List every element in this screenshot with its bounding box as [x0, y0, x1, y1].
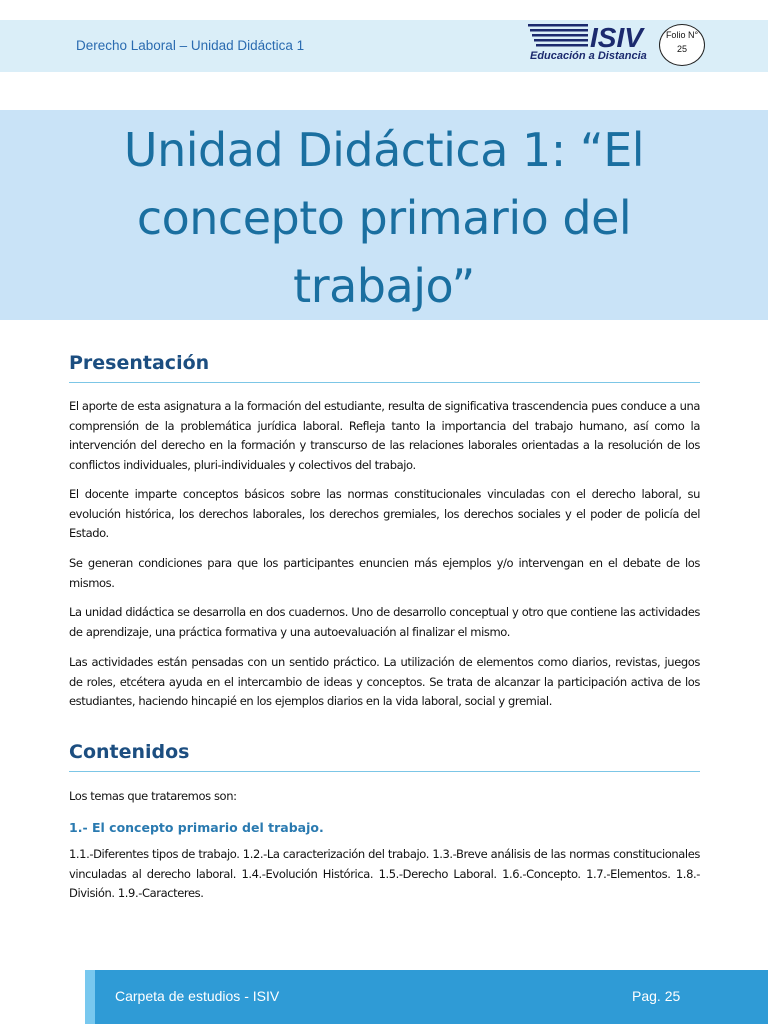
paragraph: El aporte de esta asignatura a la formación del estudiante, resulta de significativa trascendencia pues conduce a una comprensión de la problemática jurídica laboral. Refleja tanto la importancia del trabajo humano, así como la intervención del derecho en la formación y transcurso de las relaciones laborales orientadas a la resolución de los conflictos individuales, pluri-individuales y colectivos del trabajo. — [69, 399, 700, 472]
contenidos-heading: Contenidos — [69, 741, 190, 763]
topic-title: 1.- El concepto primario del trabajo. — [69, 820, 324, 835]
presentacion-heading: Presentación — [69, 352, 210, 374]
main-title: Unidad Didáctica 1: “El concepto primario del trabajo” — [123, 123, 645, 313]
footer-page-number: Pag. 25 — [632, 988, 681, 1004]
section-rule — [69, 771, 700, 772]
isiv-logo — [528, 20, 658, 70]
folio-badge — [659, 24, 705, 66]
paragraph: Se generan condiciones para que los participantes enuncien más ejemplos y/o intervengan en el debate de los mismos. — [69, 556, 700, 590]
paragraph: Las actividades están pensadas con un sentido práctico. La utilización de elementos como diarios, revistas, juegos de roles, etcétera ayuda en el intercambio de ideas y conceptos. Se trata de alcanzar la participación activa de los estudiantes, haciendo hincapié en los ejemplos diarios en la vida laboral, social y gremial. — [69, 655, 700, 708]
logo-tagline: Educación a Distancia — [530, 50, 647, 62]
header-title: Derecho Laboral – Unidad Didáctica 1 — [76, 38, 305, 53]
topic-items: 1.1.-Diferentes tipos de trabajo. 1.2.-La caracterización del trabajo. 1.3.-Breve análisis de las normas constitucionales vinculadas al derecho laboral. 1.4.-Evolución Histórica. 1.5.-Derecho Laboral. 1.6.-Concepto. 1.7.-Elementos. 1.8.-División. 1.9.-Caracteres. — [69, 847, 700, 900]
footer-left-text: Carpeta de estudios - ISIV — [115, 988, 280, 1004]
section-rule — [69, 382, 700, 383]
paragraph: El docente imparte conceptos básicos sobre las normas constitucionales vinculadas con el derecho laboral, su evolución histórica, los derechos laborales, los derechos gremiales, los derechos sociales y el poder de policía del Estado. — [69, 487, 700, 540]
folio-number: 25 — [676, 44, 687, 54]
contenidos-intro: Los temas que trataremos son: — [69, 789, 237, 803]
logo-word: ISIV — [590, 22, 643, 53]
folio-label: Folio N° — [665, 30, 699, 40]
paragraph: La unidad didáctica se desarrolla en dos cuadernos. Uno de desarrollo conceptual y otro que contiene las actividades de aprendizaje, una práctica formativa y una autoevaluación al finalizar el mismo. — [69, 605, 700, 639]
